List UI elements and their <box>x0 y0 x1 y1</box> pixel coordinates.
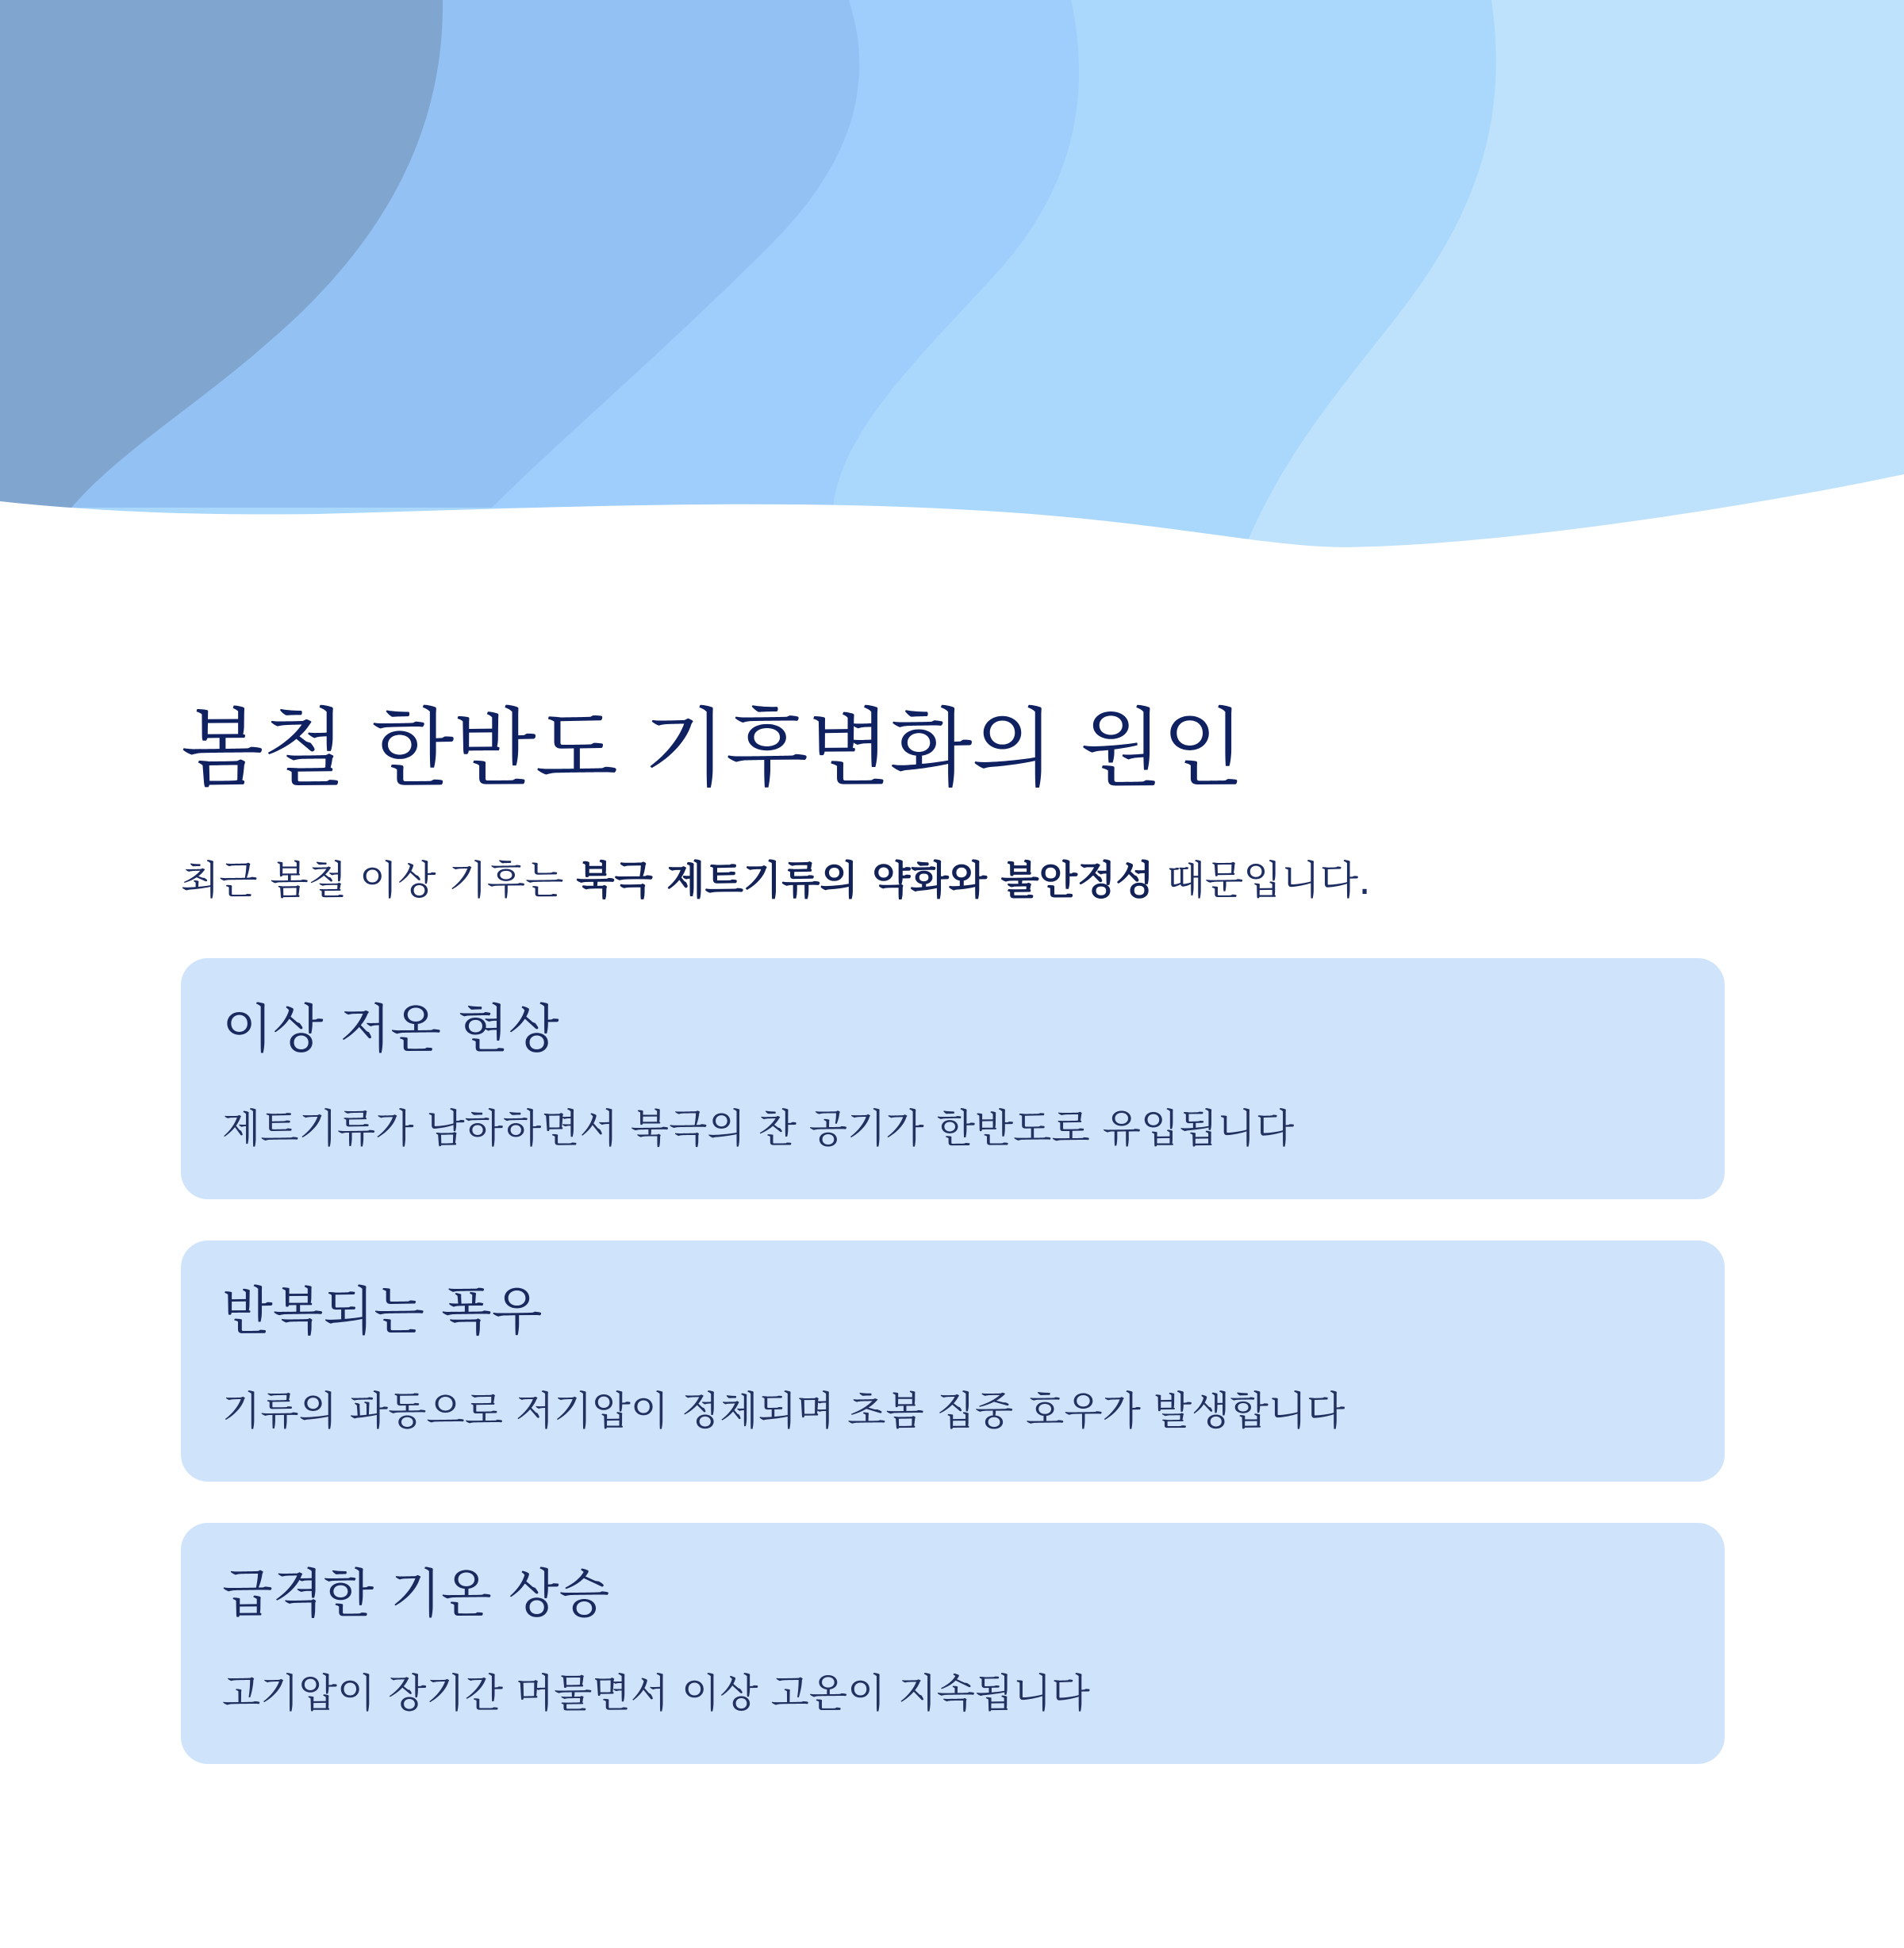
cause-card-list <box>181 958 1725 1764</box>
card-title: 반복되는 폭우 <box>222 1281 543 1342</box>
card-description: 고기압이 장기간 머물면서 이상 고온이 지속됩니다 <box>222 1670 1090 1716</box>
card-title: 이상 저온 현상 <box>222 999 559 1060</box>
intro-paragraph <box>181 849 1725 912</box>
card-description: 기류의 파동으로 저기압이 정체되며 초봄 집중 호우가 발생합니다 <box>222 1388 1345 1434</box>
card-title: 급격한 기온 상승 <box>222 1563 610 1624</box>
cause-card-temperature-rise <box>181 1523 1725 1764</box>
intro-suffix: 때문입니다. <box>1154 857 1371 903</box>
intro-highlight: 북극 제트기류의 약화와 불안정성 <box>576 857 1154 903</box>
cause-card-abnormal-cold <box>181 958 1725 1199</box>
cause-card-heavy-rain <box>181 1241 1725 1482</box>
intro-prefix: 최근 봄철 이상 기후는 <box>181 857 577 903</box>
page-title: 봄철 한반도 기후변화의 원인 <box>181 700 1244 799</box>
header-wave-decoration <box>0 0 1904 571</box>
card-description: 제트기류가 남하하면서 북극의 찬 공기가 한반도로 유입됩니다 <box>222 1106 1295 1152</box>
main-content <box>181 690 1725 1805</box>
